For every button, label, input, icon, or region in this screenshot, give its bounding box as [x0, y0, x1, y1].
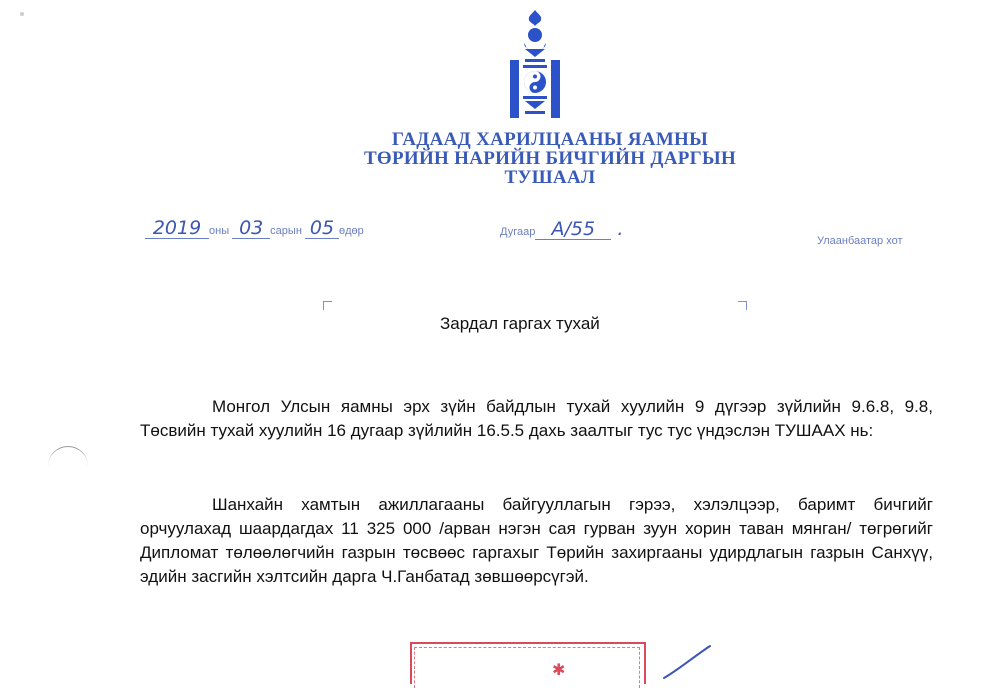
date-year-label: оны [209, 225, 230, 237]
number-value: А/55 [535, 219, 611, 240]
soyombo-emblem-icon [506, 8, 564, 120]
date-day-label: өдөр [338, 225, 364, 237]
order-date [145, 218, 364, 252]
signature-mark [660, 640, 720, 680]
subject-bracket-right [738, 301, 747, 310]
order-number: Дугаар А/55 . [500, 218, 624, 240]
order-paragraph: Шанхайн хамтын ажиллагааны байгууллагын гэрээ, хэлэлцээр, баримт бичгийг орчуулахад шаардагдах 11 325 000 /арван нэгэн сая гурван зуун хорин таван мянган/ төгрөгийг Дипломат төлөөлөгчийн газрын төсвөөс гаргахыг Төрийн захиргааны удирдлагын газрын Санхүү, эдийн засгийн хэлтсийн дарга Ч.Ганбатад зөвшөөрсүгэй. [140, 495, 933, 586]
letterhead-office: ТӨРИЙН НАРИЙН БИЧГИЙН ДАРГЫН [363, 148, 737, 169]
subject-bracket-left [323, 301, 332, 310]
stamp-seal-mark: ✱ [552, 662, 566, 679]
date-month-label: сарын [270, 225, 302, 237]
letterhead-ministry: ГАДААД ХАРИЛЦААНЫ ЯАМНЫ [391, 129, 709, 150]
preamble-paragraph: Монгол Улсын яамны эрх зүйн байдлын тухай хуулийн 9 дүгээр зүйлийн 9.6.8, 9.8, Төсвийн тухай хуулийн 16 дугаар зүйлийн 16.5.5 дахь заалтыг тус тус үндэслэн ТУШААХ нь: [140, 397, 933, 440]
stamp-inner-border [414, 647, 640, 688]
date-year: 2019 [145, 218, 209, 239]
date-month: 03 [232, 218, 270, 239]
letterhead-doc-type: ТУШААЛ [504, 167, 596, 188]
punch-hole-mark [48, 446, 88, 467]
date-day: 05 [305, 218, 339, 239]
order-subject: Зардал гаргах тухай [440, 314, 600, 333]
scan-speck [20, 12, 24, 16]
city-label: Улаанбаатар хот [817, 235, 903, 247]
number-label: Дугаар [500, 226, 536, 238]
